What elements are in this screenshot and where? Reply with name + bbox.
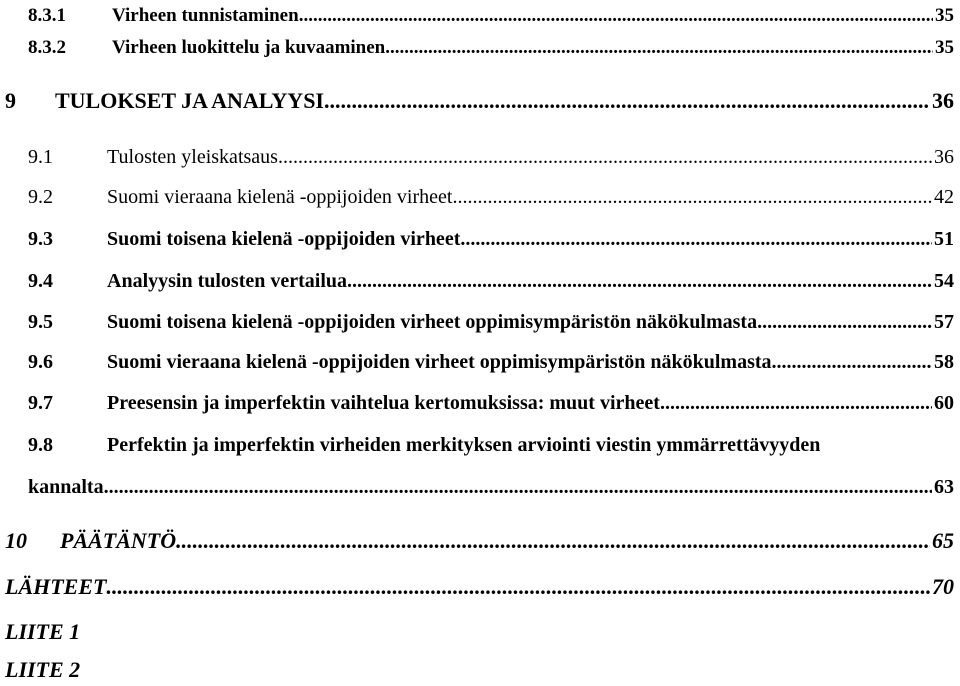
toc-entry-title: Suomi vieraana kielenä -oppijoiden virheet bbox=[107, 186, 453, 208]
toc-entry-title: Suomi toisena kielenä -oppijoiden virheet bbox=[107, 228, 461, 250]
toc-entry-page: 36 bbox=[932, 88, 954, 113]
dot-leader bbox=[299, 0, 933, 32]
toc-entry-9-3[interactable] bbox=[28, 223, 954, 255]
toc-entry-page: 70 bbox=[932, 574, 954, 599]
toc-entry-9-2[interactable] bbox=[28, 181, 954, 213]
toc-entry-page: 63 bbox=[934, 476, 954, 498]
dot-leader bbox=[460, 223, 932, 255]
toc-entry-title: TULOKSET JA ANALYYSI bbox=[55, 88, 324, 113]
toc-entry-number: 9.4 bbox=[28, 270, 53, 292]
toc-entry-page: 42 bbox=[934, 186, 954, 208]
toc-entry-title-continuation: kannalta bbox=[28, 476, 104, 498]
toc-entry-number: 9.8 bbox=[28, 434, 53, 456]
toc-entry-title: Virheen tunnistaminen bbox=[112, 5, 299, 26]
toc-entry-title: Analyysin tulosten vertailua bbox=[107, 270, 348, 292]
dot-leader bbox=[104, 471, 932, 503]
toc-entry-title: Virheen luokittelu ja kuvaaminen bbox=[112, 37, 386, 58]
dot-leader bbox=[176, 525, 930, 557]
toc-entry-title: Tulosten yleiskatsaus bbox=[107, 146, 278, 168]
toc-entry-9-4[interactable] bbox=[28, 265, 954, 297]
dot-leader bbox=[452, 181, 932, 213]
dot-leader bbox=[347, 265, 932, 297]
toc-entry-9-8[interactable] bbox=[28, 429, 954, 461]
toc-entry-9-1[interactable] bbox=[28, 141, 954, 173]
toc-entry-liite-2[interactable] bbox=[5, 654, 305, 686]
toc-entry-page: 35 bbox=[935, 5, 954, 26]
toc-entry-8-3-2[interactable] bbox=[28, 32, 954, 64]
dot-leader bbox=[757, 306, 932, 338]
dot-leader bbox=[324, 85, 930, 117]
toc-entry-number: 8.3.1 bbox=[28, 5, 66, 26]
dot-leader bbox=[385, 32, 933, 64]
toc-entry-page: 65 bbox=[932, 528, 954, 553]
toc-entry-number: 9.6 bbox=[28, 351, 53, 373]
dot-leader bbox=[772, 346, 932, 378]
toc-entry-title: LIITE 2 bbox=[5, 657, 81, 682]
toc-entry-number: 9.2 bbox=[28, 186, 53, 208]
toc-entry-page: 35 bbox=[935, 37, 954, 58]
toc-entry-title: LÄHTEET bbox=[5, 574, 107, 599]
toc-entry-lahteet[interactable] bbox=[5, 571, 954, 603]
toc-entry-title: Preesensin ja imperfektin vaihtelua kertomuksissa: muut virheet bbox=[107, 392, 660, 414]
toc-entry-9-7[interactable] bbox=[28, 387, 954, 419]
toc-entry-title: Perfektin ja imperfektin virheiden merkityksen arviointi viestin ymmärrettävyyden bbox=[107, 434, 821, 456]
toc-entry-10[interactable] bbox=[5, 525, 954, 557]
toc-entry-8-3-1[interactable] bbox=[28, 0, 954, 32]
toc-entry-number: 9 bbox=[5, 88, 16, 113]
dot-leader bbox=[278, 141, 932, 173]
toc-entry-number: 9.7 bbox=[28, 392, 53, 414]
toc-entry-title: LIITE 1 bbox=[5, 619, 81, 644]
toc-entry-number: 8.3.2 bbox=[28, 37, 66, 58]
toc-entry-page: 58 bbox=[934, 351, 954, 373]
dot-leader bbox=[106, 571, 930, 603]
toc-entry-page: 57 bbox=[934, 311, 954, 333]
dot-leader bbox=[660, 387, 932, 419]
toc-entry-number: 9.5 bbox=[28, 311, 53, 333]
toc-entry-9-8-continuation[interactable] bbox=[28, 471, 954, 503]
toc-entry-9[interactable] bbox=[5, 85, 954, 117]
toc-entry-page: 36 bbox=[934, 146, 954, 168]
toc-entry-9-5[interactable] bbox=[28, 306, 954, 338]
toc-entry-number: 9.1 bbox=[28, 146, 53, 168]
toc-entry-liite-1[interactable] bbox=[5, 616, 305, 648]
toc-entry-title: PÄÄTÄNTÖ bbox=[60, 528, 177, 553]
toc-entry-page: 54 bbox=[934, 270, 954, 292]
toc-entry-title: Suomi vieraana kielenä -oppijoiden virheet oppimisympäristön näkökulmasta bbox=[107, 351, 772, 373]
toc-entry-page: 60 bbox=[934, 392, 954, 414]
toc-entry-page: 51 bbox=[934, 228, 954, 250]
toc-entry-number: 9.3 bbox=[28, 228, 53, 250]
toc-entry-9-6[interactable] bbox=[28, 346, 954, 378]
toc-entry-number: 10 bbox=[5, 528, 27, 553]
toc-entry-title: Suomi toisena kielenä -oppijoiden virheet oppimisympäristön näkökulmasta bbox=[107, 311, 758, 333]
